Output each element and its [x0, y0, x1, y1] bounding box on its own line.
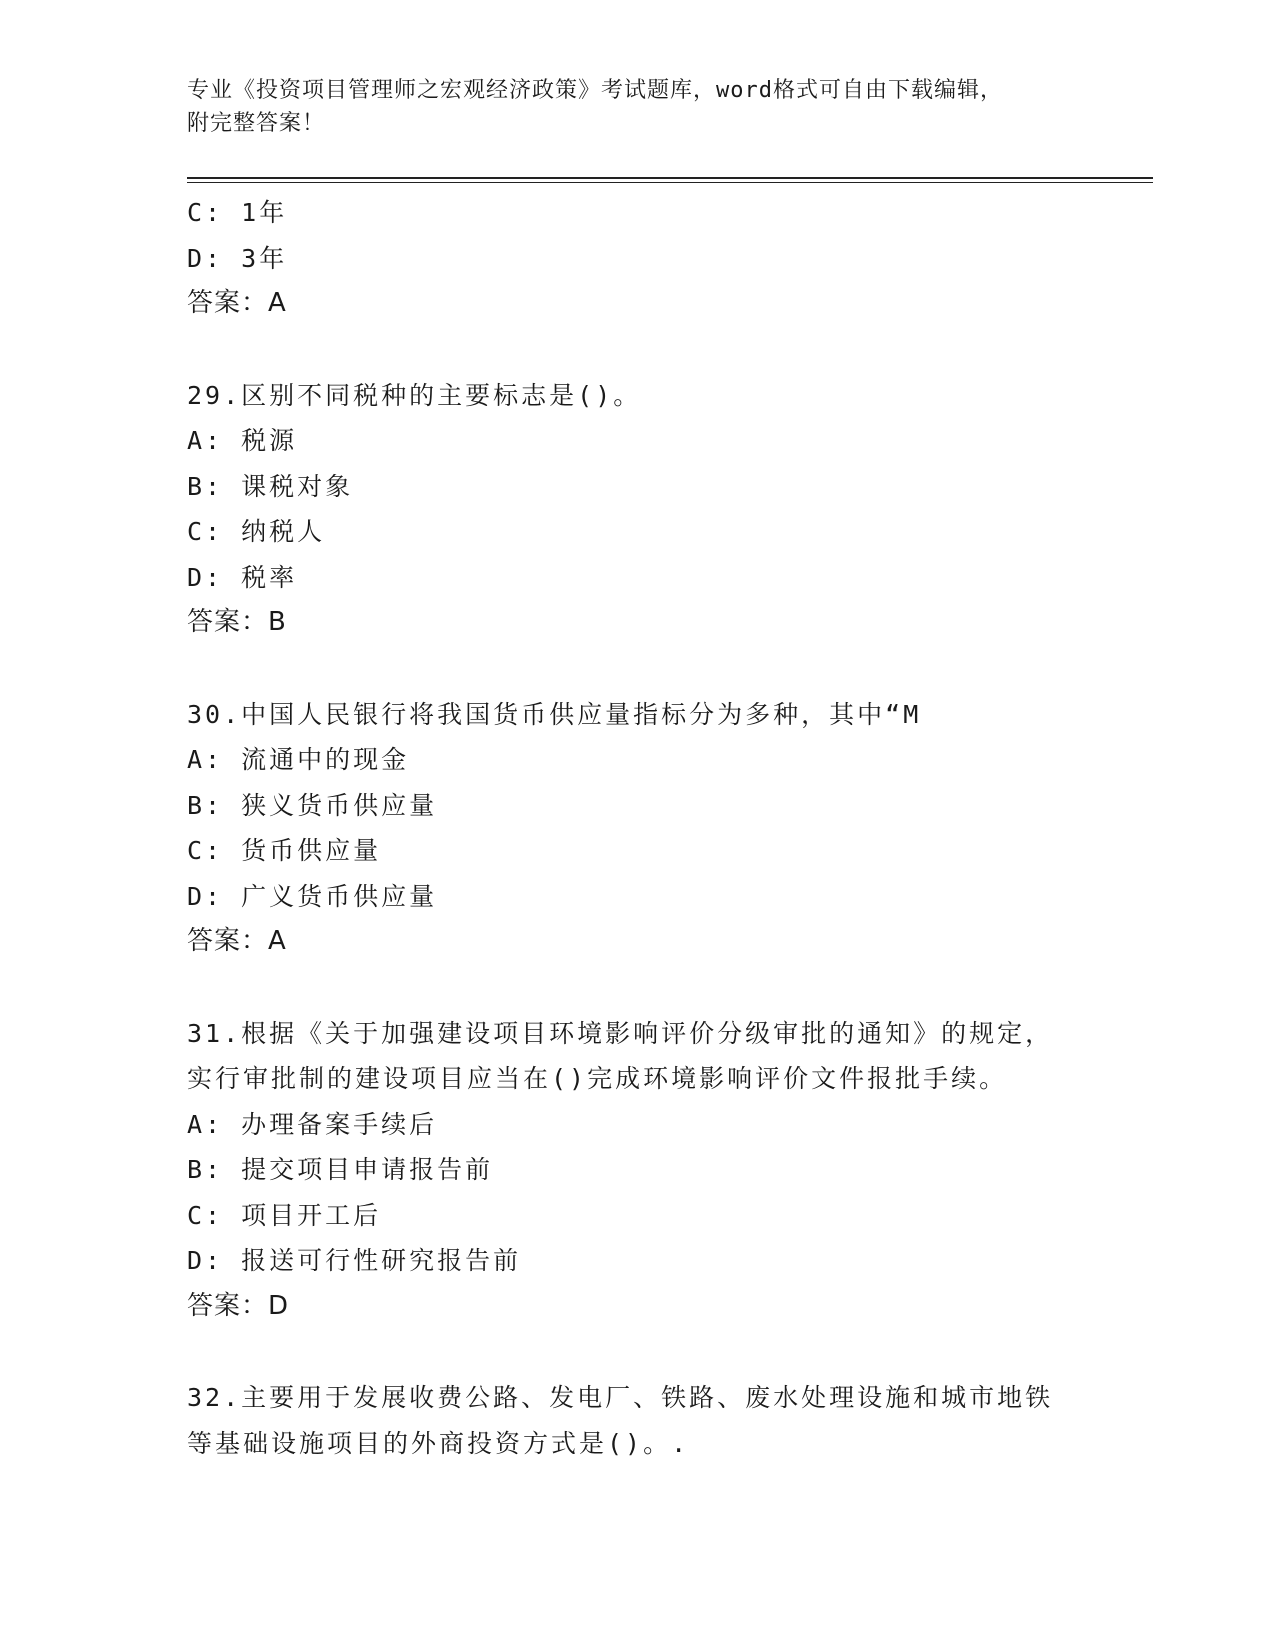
- question-block-30: [187, 692, 1087, 965]
- option-b: B: 课税对象: [187, 471, 354, 501]
- question-stem: 30.中国人民银行将我国货币供应量指标分为多种，其中“M: [187, 699, 922, 729]
- question-block-32: [187, 1375, 1087, 1466]
- answer-line: 答案：A: [187, 288, 287, 318]
- option-a: A: 流通中的现金: [187, 745, 410, 774]
- option-c: C: 项目开工后: [187, 1200, 382, 1230]
- option-c: C: 纳税人: [187, 517, 326, 546]
- question-stem-continued: 实行审批制的建设项目应当在()完成环境影响评价文件报批手续。: [187, 1064, 1008, 1093]
- answer-line: 答案：A: [187, 926, 287, 956]
- option-d: D: 报送可行性研究报告前: [187, 1246, 522, 1275]
- option-b: B: 狭义货币供应量: [187, 790, 438, 820]
- option-a: A: 税源: [187, 426, 298, 455]
- option-c: C: 1年: [187, 198, 288, 227]
- option-d: D: 税率: [187, 562, 298, 592]
- header-line-1: 专业《投资项目管理师之宏观经济政策》考试题库，word格式可自由下载编辑，: [187, 78, 1003, 103]
- question-stem-continued: 等基础设施项目的外商投资方式是()。.: [187, 1428, 690, 1458]
- spacer: [187, 1329, 1087, 1375]
- option-c: C: 货币供应量: [187, 836, 382, 865]
- option-b: B: 提交项目申请报告前: [187, 1155, 494, 1184]
- document-header: [187, 74, 1067, 140]
- question-list: [187, 190, 1087, 1466]
- header-divider: [187, 177, 1153, 183]
- question-block-29: [187, 373, 1087, 646]
- question-stem: 32.主要用于发展收费公路、发电厂、铁路、废水处理设施和城市地铁: [187, 1383, 1054, 1412]
- answer-line: 答案：B: [187, 607, 287, 637]
- question-stem: 29.区别不同税种的主要标志是()。: [187, 380, 642, 410]
- spacer: [187, 327, 1087, 373]
- question-block-31: [187, 1011, 1087, 1330]
- option-a: A: 办理备案手续后: [187, 1109, 438, 1139]
- question-block-prev: [187, 190, 1087, 327]
- spacer: [187, 965, 1087, 1011]
- option-d: D: 3年: [187, 243, 288, 273]
- answer-line: 答案：D: [187, 1290, 290, 1321]
- header-line-2: 附完整答案！: [187, 111, 326, 136]
- option-d: D: 广义货币供应量: [187, 881, 438, 911]
- spacer: [187, 646, 1087, 692]
- question-stem: 31.根据《关于加强建设项目环境影响评价分级审批的通知》的规定，: [187, 1018, 1054, 1048]
